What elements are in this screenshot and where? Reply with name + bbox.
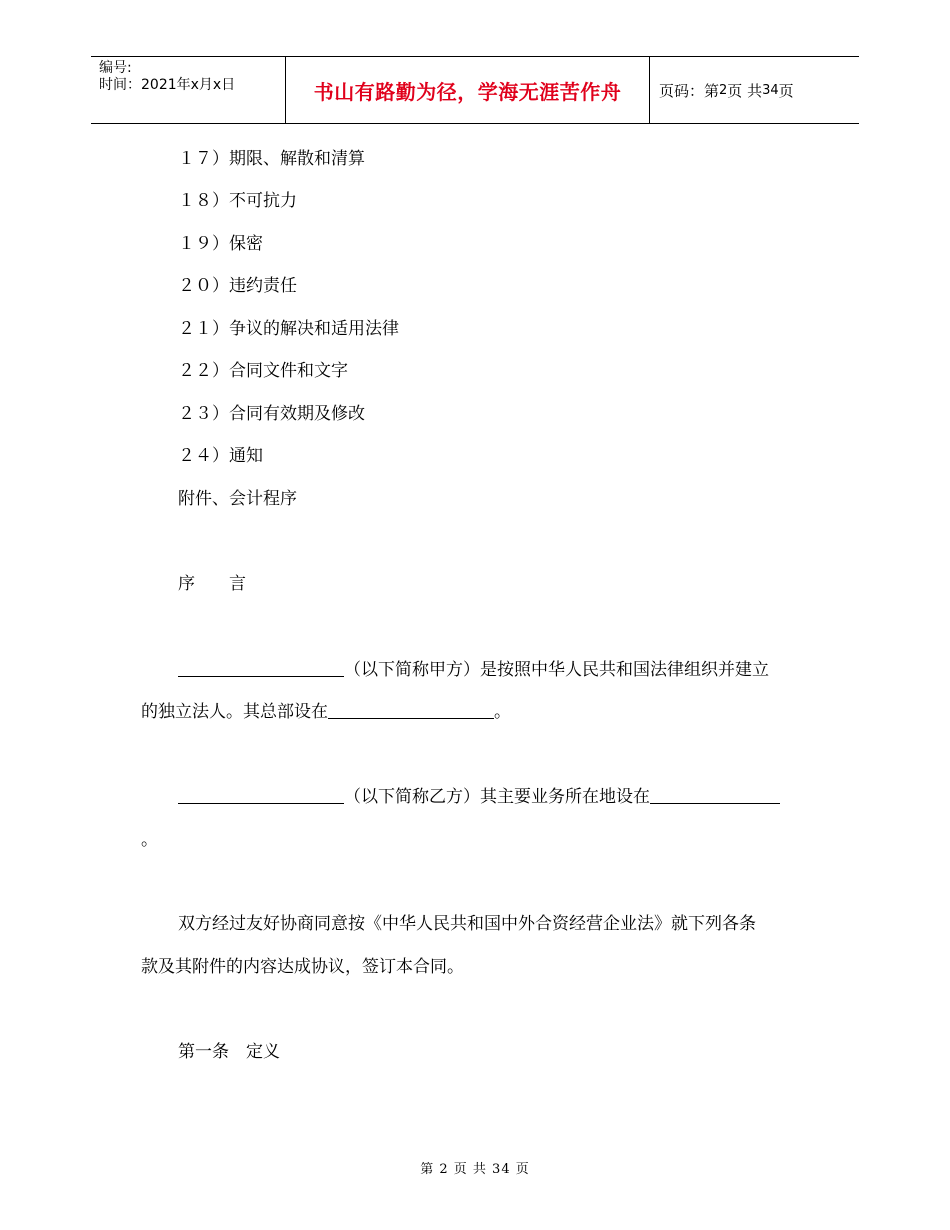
- page-header: [91, 56, 859, 124]
- party-b-address-blank: [650, 802, 780, 804]
- party-a-hq-prefix: 的独立法人。其总部设在: [141, 702, 328, 722]
- page-label-prefix: 页码：第: [659, 81, 720, 100]
- party-a-text: （以下简称甲方）是按照中华人民共和国法律组织并建立: [344, 660, 769, 680]
- toc-item: ２３）合同有效期及修改: [178, 404, 365, 424]
- party-a-hq-suffix: 。: [494, 702, 511, 722]
- header-meta: [99, 60, 235, 94]
- appendix-line: 附件、会计程序: [178, 489, 297, 509]
- header-page-info: [659, 57, 794, 123]
- party-b-line2: 。: [141, 830, 158, 850]
- toc-item: １７）期限、解散和清算: [178, 149, 365, 169]
- agreement-line1: 双方经过友好协商同意按《中华人民共和国中外合资经营企业法》就下列各条: [178, 914, 756, 934]
- preface-title: 序 言: [178, 574, 246, 594]
- party-a-line2: [141, 697, 511, 722]
- toc-item: １９）保密: [178, 234, 263, 254]
- article-1-heading: 第一条 定义: [178, 1042, 280, 1062]
- page-total: 34: [762, 82, 779, 98]
- party-b-line1: [178, 782, 780, 807]
- page-label-mid: 页 共: [727, 81, 763, 100]
- party-a-line1: [178, 655, 769, 680]
- page-footer: 第 2 页 共 34 页: [420, 1162, 530, 1177]
- party-b-name-blank: [178, 802, 344, 804]
- party-a-name-blank: [178, 675, 344, 677]
- toc-item: １８）不可抗力: [178, 191, 297, 211]
- party-a-hq-blank: [328, 717, 494, 719]
- page-label-suffix: 页: [778, 81, 794, 100]
- party-b-text: （以下简称乙方）其主要业务所在地设在: [344, 787, 650, 807]
- agreement-line2: 款及其附件的内容达成协议，签订本合同。: [141, 957, 464, 977]
- page-current: 2: [719, 82, 728, 98]
- time-label: 时间：2021年x月x日: [99, 77, 236, 93]
- header-divider-right: [649, 57, 650, 123]
- header-motto: 书山有路勤为径，学海无涯苦作舟: [313, 79, 622, 104]
- toc-item: ２２）合同文件和文字: [178, 361, 348, 381]
- toc-item: ２４）通知: [178, 446, 263, 466]
- toc-item: ２０）违约责任: [178, 276, 297, 296]
- number-label: 编号:: [99, 60, 132, 76]
- toc-item: ２１）争议的解决和适用法律: [178, 319, 399, 339]
